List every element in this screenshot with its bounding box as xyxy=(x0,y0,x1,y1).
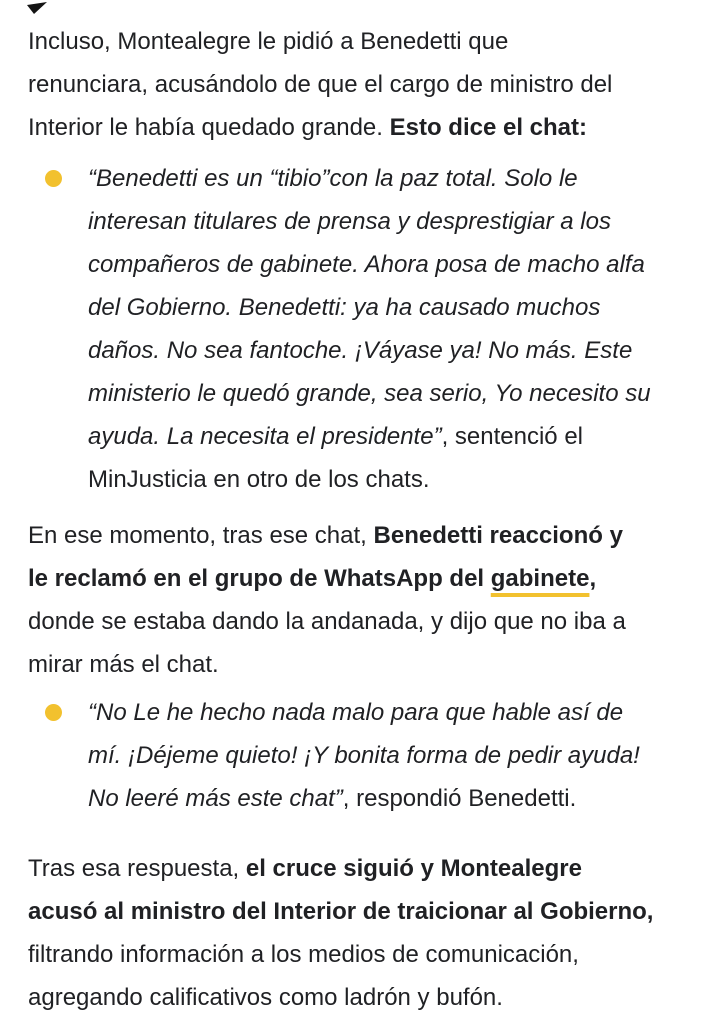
text-run: , xyxy=(589,565,597,592)
text-run: Tras esa respuesta, xyxy=(28,855,246,882)
quote-text xyxy=(88,157,685,501)
text-run: donde se estaba dando la andanada, y dijo que no iba a mirar más el chat. xyxy=(28,608,626,678)
gabinete-link[interactable] xyxy=(491,565,590,592)
bullet-icon xyxy=(45,170,62,187)
paragraph xyxy=(28,514,685,686)
text-run: filtrando información a los medios de comunicación, agregando calificativos como ladrón y bufón. xyxy=(28,941,579,1011)
bullet-icon xyxy=(45,704,62,721)
text-run: Incluso, Montealegre le pidió a Benedetti que renunciara, acusándolo de que el cargo de ministro del Interior le había quedado grande. xyxy=(28,28,613,141)
text-run: “Benedetti es un “tibio”con la paz total. Solo le interesan titulares de prensa y desprestigiar a los compañeros de gabinete. Ahora posa de macho alfa del Gobierno. Benedetti: ya ha causado muchos daños. No sea fantoche. ¡Váyase ya! No más. Este ministerio le quedó grande, sea serio, Yo necesito su ayuda. La necesita el presidente” xyxy=(88,165,651,450)
quote-text xyxy=(88,691,685,820)
paragraph xyxy=(28,847,685,1019)
text-run: , sentenció el MinJusticia en otro de los chats. xyxy=(88,423,583,493)
link-text: gabinete xyxy=(490,565,590,592)
text-run: En ese momento, tras ese chat, xyxy=(28,522,374,549)
text-run: “No Le he hecho nada malo para que hable así de mí. ¡Déjeme quieto! ¡Y bonita forma de pedir ayuda! No leeré más este chat” xyxy=(88,699,640,812)
paragraph xyxy=(28,20,685,149)
list-item xyxy=(28,157,685,501)
top-left-wedge-icon xyxy=(27,2,47,14)
text-run: el cruce siguió y Montealegre acusó al ministro del Interior de traicionar al Gobierno, xyxy=(28,855,654,925)
text-run: Esto dice el chat: xyxy=(389,114,587,141)
text-run: , respondió Benedetti. xyxy=(342,785,577,812)
list-item xyxy=(28,691,685,820)
text-run: Benedetti reaccionó y le reclamó en el grupo de WhatsApp del xyxy=(28,522,623,592)
